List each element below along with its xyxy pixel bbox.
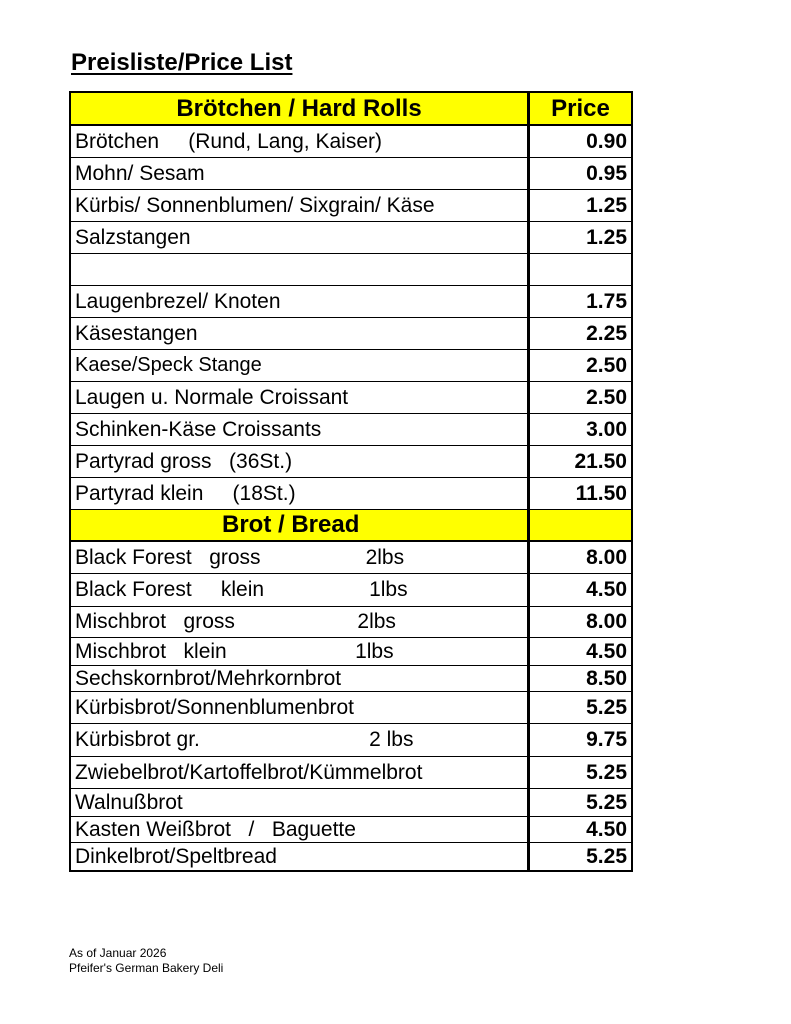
footer bbox=[69, 946, 223, 976]
price-column-header: Price bbox=[551, 94, 610, 122]
table-row bbox=[71, 222, 631, 254]
table-row bbox=[71, 382, 631, 414]
item-name: Brötchen (Rund, Lang, Kaiser) bbox=[71, 126, 530, 157]
rolls-header-row bbox=[71, 93, 631, 126]
item-name: Kürbis/ Sonnenblumen/ Sixgrain/ Käse bbox=[71, 190, 530, 221]
bread-header-row bbox=[71, 510, 631, 542]
item-name: Dinkelbrot/Speltbread bbox=[71, 843, 530, 870]
item-price: 9.75 bbox=[586, 728, 627, 751]
table-row bbox=[71, 478, 631, 510]
item-name: Käsestangen bbox=[71, 318, 530, 349]
item-name: Walnußbrot bbox=[71, 789, 530, 816]
item-name: Laugen u. Normale Croissant bbox=[71, 382, 530, 413]
footer-date: As of Januar 2026 bbox=[69, 946, 167, 960]
table-row bbox=[71, 757, 631, 789]
item-price: 3.00 bbox=[586, 417, 627, 441]
page-title: Preisliste/Price List bbox=[71, 49, 293, 76]
item-name: Kaese/Speck Stange bbox=[71, 350, 530, 381]
item-name: Laugenbrezel/ Knoten bbox=[71, 286, 530, 317]
price-column-header bbox=[530, 510, 631, 540]
item-price: 0.95 bbox=[586, 161, 627, 185]
item-name: Black Forest gross 2lbs bbox=[71, 542, 530, 573]
table-row bbox=[71, 607, 631, 638]
bread-section-header: Brot / Bread bbox=[71, 510, 530, 540]
item-price: 2.50 bbox=[586, 385, 627, 409]
item-price: 4.50 bbox=[586, 578, 627, 601]
table-row bbox=[71, 789, 631, 817]
item-name: Partyrad klein (18St.) bbox=[71, 478, 530, 509]
item-name: Partyrad gross (36St.) bbox=[71, 446, 530, 477]
table-row bbox=[71, 692, 631, 724]
item-name: Mohn/ Sesam bbox=[71, 158, 530, 189]
item-price: 11.50 bbox=[575, 481, 627, 505]
item-price: 1.25 bbox=[586, 193, 627, 217]
footer-business-name: Pfeifer's German Bakery Deli bbox=[69, 961, 224, 975]
item-price: 8.00 bbox=[586, 610, 627, 633]
table-row bbox=[71, 126, 631, 158]
item-name: Mischbrot klein 1lbs bbox=[71, 638, 530, 665]
table-row bbox=[71, 843, 631, 870]
item-name: Black Forest klein 1lbs bbox=[71, 574, 530, 606]
item-price: 4.50 bbox=[586, 817, 627, 841]
table-row bbox=[71, 190, 631, 222]
item-name bbox=[71, 254, 530, 285]
table-row bbox=[71, 666, 631, 692]
item-name: Salzstangen bbox=[71, 222, 530, 253]
item-name: Schinken-Käse Croissants bbox=[71, 414, 530, 445]
item-price: 1.75 bbox=[586, 289, 627, 313]
item-name: Kürbisbrot gr. 2 lbs bbox=[71, 724, 530, 756]
item-price: 2.50 bbox=[586, 353, 627, 377]
table-row bbox=[71, 638, 631, 666]
item-price: 8.50 bbox=[586, 666, 627, 690]
item-price: 5.25 bbox=[586, 695, 627, 719]
item-price: 5.25 bbox=[586, 760, 627, 784]
rolls-section-header: Brötchen / Hard Rolls bbox=[71, 93, 530, 124]
item-price: 4.50 bbox=[586, 639, 627, 663]
table-row bbox=[71, 286, 631, 318]
empty-row bbox=[71, 254, 631, 286]
item-price: 21.50 bbox=[574, 449, 627, 473]
item-name: Kürbisbrot/Sonnenblumenbrot bbox=[71, 692, 530, 723]
price-table bbox=[69, 91, 633, 872]
item-price: 8.00 bbox=[586, 545, 627, 569]
item-name: Kasten Weißbrot / Baguette bbox=[71, 817, 530, 842]
table-row bbox=[71, 446, 631, 478]
table-row bbox=[71, 158, 631, 190]
item-price: 1.25 bbox=[586, 225, 627, 249]
item-name: Mischbrot gross 2lbs bbox=[71, 607, 530, 637]
item-price bbox=[530, 254, 631, 285]
item-price: 0.90 bbox=[586, 129, 627, 153]
table-row bbox=[71, 542, 631, 574]
table-row bbox=[71, 724, 631, 757]
table-row bbox=[71, 574, 631, 607]
table-row bbox=[71, 350, 631, 382]
table-row bbox=[71, 318, 631, 350]
item-price: 2.25 bbox=[586, 321, 627, 345]
table-row bbox=[71, 817, 631, 843]
item-name: Sechskornbrot/Mehrkornbrot bbox=[71, 666, 530, 691]
item-price: 5.25 bbox=[586, 790, 627, 814]
item-name: Zwiebelbrot/Kartoffelbrot/Kümmelbrot bbox=[71, 757, 530, 788]
item-price: 5.25 bbox=[586, 844, 627, 868]
table-row bbox=[71, 414, 631, 446]
